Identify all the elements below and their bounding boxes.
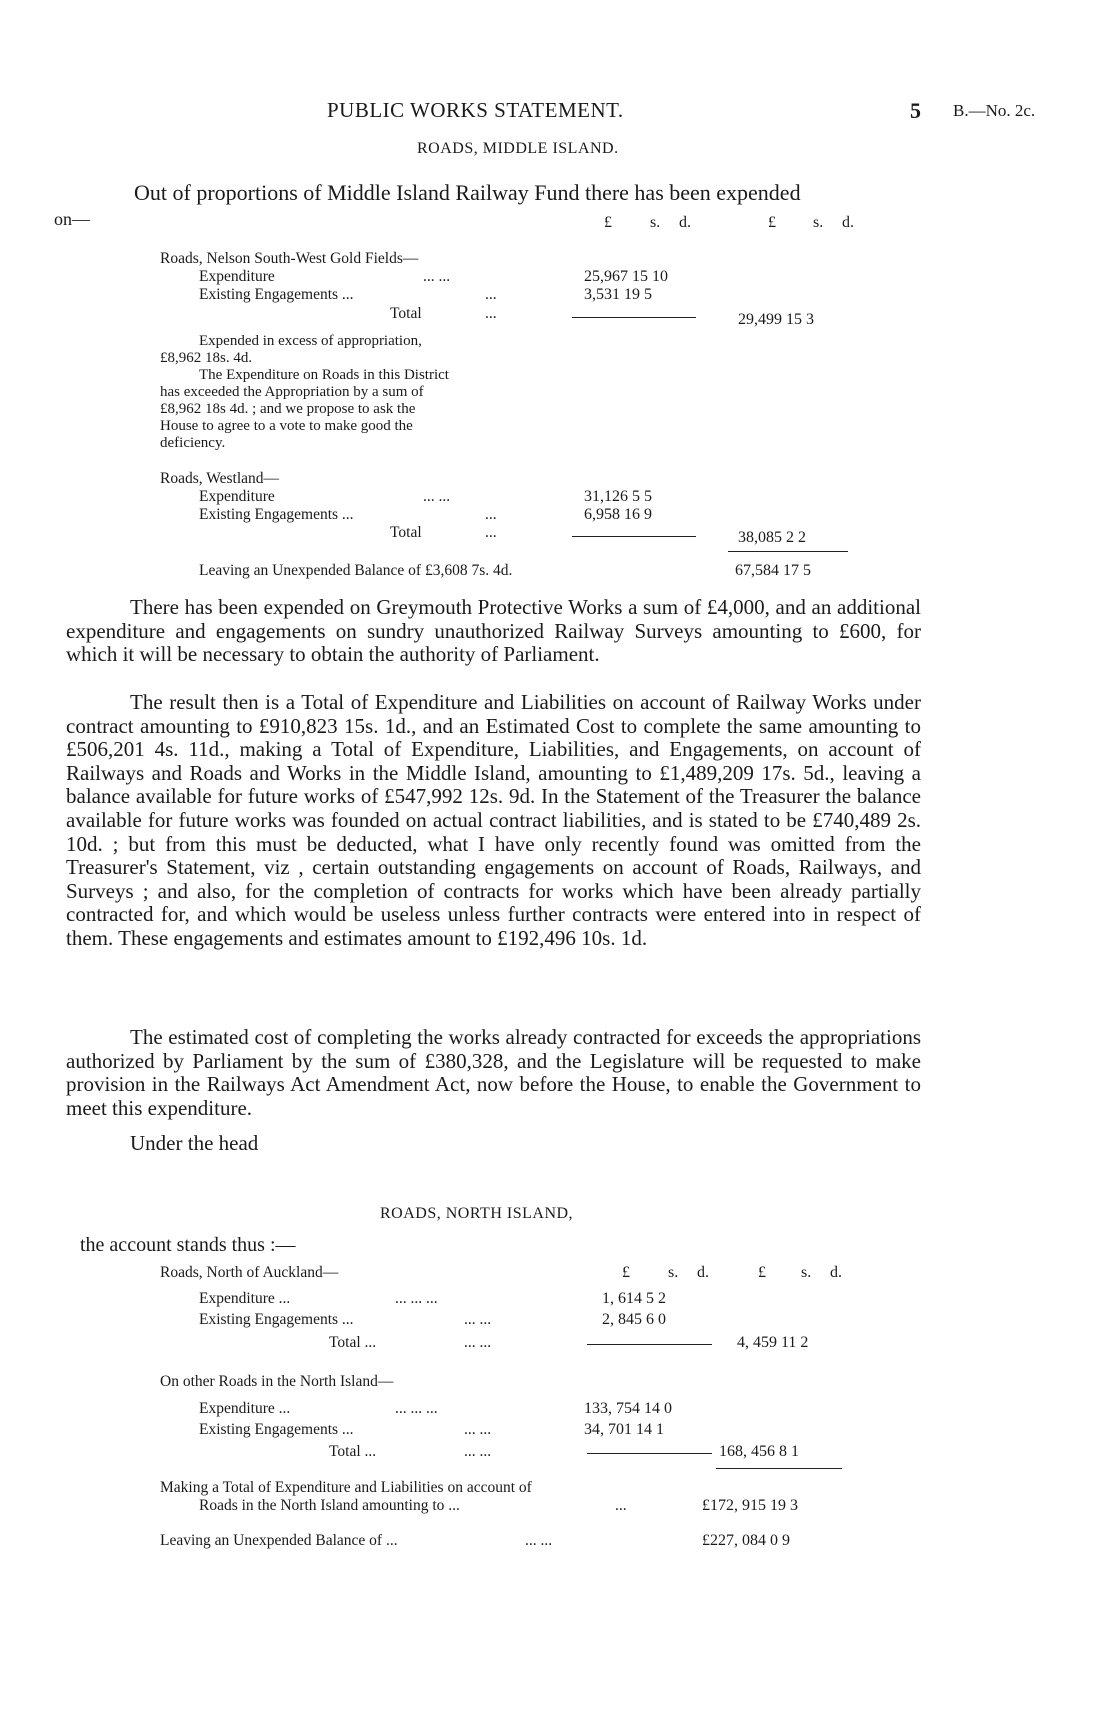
auckland-total-label: Total ... (329, 1334, 377, 1351)
running-title: PUBLIC WORKS STATEMENT. (327, 98, 624, 122)
auckland-expenditure-dots: ... ... ... (395, 1290, 438, 1307)
paragraph-result-text: The result then is a Total of Expenditure and Liabilities on account of Railway Works under contract amounting to £910,823 15s. 1d., and an Estimated Cost to complete the same amounting to £506,201 4s. 11d., making a Total of Expenditure, Liabilities, and Engagements, on account of Railways and Roads and Works in the Middle Island, amounting to £1,489,209 17s. 5d., leaving a balance available for future works of £547,992 12s. 9d. In the Statement of the Treasurer the balance available for future works was founded on actual contract liabilities, and is stated to be £740,489 2s. 10d. ; but from this must be deducted, what I have only recently found was omitted from the Treasurer's Statement, viz , certain outstanding engagements on account of Roads, Railways, and Surveys ; and also, for the completion of contracts for works which have been already partially contracted for, and which would be useless unless further contracts were entered into in respect of them. These engagements and estimates amount to £192,496 10s. 1d. (66, 690, 921, 950)
westland-label: Roads, Westland— (160, 470, 280, 487)
nelson-engagements-label: Existing Engagements ... (199, 286, 354, 303)
intro-line: Out of proportions of Middle Island Railway Fund there has been expended (134, 180, 801, 205)
other-roads-engagements-dots: ... ... (464, 1421, 492, 1438)
nelson-excess-note-line-2: £8,962 18s. 4d. (160, 350, 253, 366)
page-number: 5 (910, 98, 921, 123)
nelson-expenditure-value: 25,967 15 10 (584, 268, 668, 285)
middle-island-grand-total: 67,584 17 5 (735, 562, 811, 579)
westland-subtotal-rule (572, 536, 696, 537)
col-header-pound: £ (604, 214, 612, 231)
under-head-line: Under the head (130, 1131, 259, 1155)
auckland-total-dots: ... ... (464, 1334, 492, 1351)
north-island-total-value: £172, 915 19 3 (702, 1497, 798, 1514)
auckland-label: Roads, North of Auckland— (160, 1264, 339, 1281)
other-roads-engagements-label: Existing Engagements ... (199, 1421, 354, 1438)
paragraph-greymouth-text: There has been expended on Greymouth Protective Works a sum of £4,000, and an additional expenditure and engagements on sundry unauthorized Railway Surveys amounting to £600, for which it will be necessary to obtain the authority of Parliament. (66, 595, 921, 667)
col-header-pound-2: £ (768, 214, 776, 231)
section-heading-north-island: ROADS, NORTH ISLAND, (380, 1205, 574, 1222)
col-header-shillings: s. (650, 214, 661, 231)
auckland-expenditure-label: Expenditure ... (199, 1290, 291, 1307)
nelson-expenditure-label: Expenditure (199, 268, 275, 285)
nelson-expenditure-dots: ... ... (423, 268, 451, 285)
auckland-engagements-dots: ... ... (464, 1311, 492, 1328)
ni-col-header-pence-2: d. (830, 1264, 842, 1281)
nelson-label: Roads, Nelson South-West Gold Fields— (160, 250, 419, 267)
westland-engagements-dots: ... (485, 506, 497, 523)
north-island-total-rule (716, 1468, 842, 1469)
other-roads-total-value: 168, 456 8 1 (719, 1443, 799, 1460)
ni-col-header-pound-2: £ (758, 1264, 766, 1281)
other-roads-expenditure-label: Expenditure ... (199, 1400, 291, 1417)
nelson-engagements-value: 3,531 19 5 (584, 286, 652, 303)
nelson-memo-line-1: The Expenditure on Roads in this District (199, 367, 449, 383)
auckland-subtotal-rule (587, 1344, 712, 1345)
other-roads-expenditure-value: 133, 754 14 0 (584, 1400, 672, 1417)
north-island-balance-dots: ... ... (525, 1532, 553, 1549)
nelson-memo-line-3: £8,962 18s 4d. ; and we propose to ask the (160, 401, 416, 417)
nelson-total-value: 29,499 15 3 (738, 311, 814, 328)
auckland-engagements-value: 2, 845 6 0 (602, 1311, 666, 1328)
other-roads-expenditure-dots: ... ... ... (395, 1400, 438, 1417)
north-island-balance-label: Leaving an Unexpended Balance of ... (160, 1532, 398, 1549)
other-roads-label: On other Roads in the North Island— (160, 1373, 394, 1390)
ni-col-header-shillings-2: s. (801, 1264, 812, 1281)
nelson-engagements-dots: ... (485, 286, 497, 303)
making-total-line-1: Making a Total of Expenditure and Liabilities on account of (160, 1479, 532, 1496)
westland-total-label: Total (390, 524, 422, 541)
other-roads-engagements-value: 34, 701 14 1 (584, 1421, 664, 1438)
ni-col-header-pound: £ (622, 1264, 630, 1281)
north-island-balance-value: £227, 084 0 9 (702, 1532, 790, 1549)
auckland-engagements-label: Existing Engagements ... (199, 1311, 354, 1328)
westland-total-value: 38,085 2 2 (738, 529, 806, 546)
paragraph-estimated-cost (66, 1026, 921, 1120)
westland-engagements-label: Existing Engagements ... (199, 506, 354, 523)
westland-expenditure-value: 31,126 5 5 (584, 488, 652, 505)
col-header-pence: d. (679, 214, 691, 231)
westland-engagements-value: 6,958 16 9 (584, 506, 652, 523)
ni-col-header-pence: d. (697, 1264, 709, 1281)
col-header-shillings-2: s. (813, 214, 824, 231)
middle-island-balance-line: Leaving an Unexpended Balance of £3,608 7s. 4d. (199, 562, 513, 579)
nelson-subtotal-rule (572, 317, 696, 318)
auckland-total-value: 4, 459 11 2 (737, 1334, 809, 1351)
account-stands-line: the account stands thus :— (80, 1234, 296, 1256)
making-total-line-2: Roads in the North Island amounting to ... (199, 1497, 460, 1514)
intro-continuation: on— (54, 209, 90, 229)
nelson-total-dots: ... (485, 305, 497, 322)
section-heading-middle-island: ROADS, MIDDLE ISLAND. (417, 140, 619, 157)
westland-expenditure-dots: ... ... (423, 488, 451, 505)
making-total-dots: ... (615, 1497, 627, 1514)
other-roads-total-label: Total ... (329, 1443, 377, 1460)
paragraph-result (66, 691, 921, 951)
nelson-memo-line-5: deficiency. (160, 435, 226, 451)
nelson-total-label: Total (390, 305, 422, 322)
nelson-memo-line-4: House to agree to a vote to make good the (160, 418, 413, 434)
paragraph-estimated-cost-text: The estimated cost of completing the works already contracted for exceeds the appropriations authorized by Parliament by the sum of £380,328, and the Legislature will be requested to make provision in the Railways Act Amendment Act, now before the House, to enable the Government to meet this expenditure. (66, 1025, 921, 1120)
grand-total-rule (728, 551, 848, 552)
other-roads-subtotal-rule (587, 1453, 712, 1454)
auckland-expenditure-value: 1, 614 5 2 (602, 1290, 666, 1307)
nelson-excess-note-line-1: Expended in excess of appropriation, (199, 333, 422, 349)
other-roads-total-dots: ... ... (464, 1443, 492, 1460)
westland-expenditure-label: Expenditure (199, 488, 275, 505)
document-reference: B.—No. 2c. (953, 101, 1036, 120)
paragraph-greymouth (66, 596, 921, 667)
col-header-pence-2: d. (842, 214, 854, 231)
westland-total-dots: ... (485, 524, 497, 541)
nelson-memo-line-2: has exceeded the Appropriation by a sum of (160, 384, 424, 400)
ni-col-header-shillings: s. (668, 1264, 679, 1281)
